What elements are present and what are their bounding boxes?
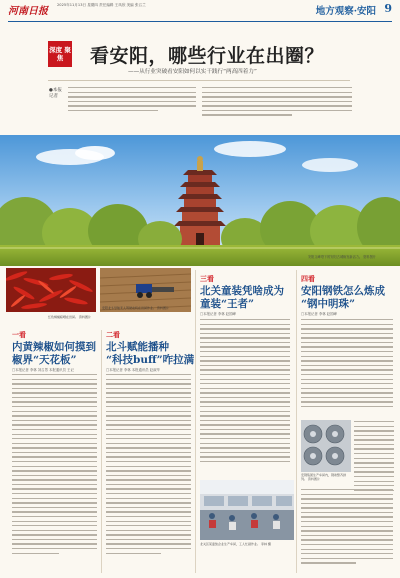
article-4-label: 四看: [301, 275, 315, 283]
article-2-body: [106, 373, 191, 573]
garment-workshop-image: [200, 480, 294, 540]
article-2-label: 二看: [106, 331, 120, 339]
column-rule: [101, 330, 102, 573]
article-3-body: [200, 318, 290, 476]
lead-text-left: [68, 86, 196, 133]
page-subheadline: ——从行业突破看安阳如何以实干践行“两高四着力”: [128, 69, 257, 75]
feature-tag: 深度 聚焦: [48, 41, 72, 67]
article-4-body-bottom: [301, 488, 393, 573]
garment-photo-caption: 北关区某童装企业生产车间，工人忙碌作业。 李林 摄: [200, 542, 271, 546]
article-2-header: [106, 330, 196, 366]
page-number: 9: [384, 2, 392, 15]
hero-photo: [0, 135, 400, 266]
article-4-header: [301, 274, 396, 310]
farm-photo-caption: 安阳北斗导航无人驾驶农机在田间作业。 资料图片: [102, 306, 169, 310]
steel-coil-image: [301, 420, 351, 472]
hero-photo-caption: 安阳文峰塔下的安阳古城焕发新活力。 资料图片: [308, 255, 376, 259]
headline-divider: [48, 80, 350, 81]
column-rule: [195, 270, 196, 573]
article-3-byline: □本报记者 李林 赵国峰: [200, 312, 236, 316]
issue-date-line: 2025年11月13日 星期四 责任编辑 王凤欣 美编 张召兰: [57, 3, 146, 7]
masthead: [0, 0, 400, 24]
text-lines: [106, 373, 191, 554]
pagoda-scene-image: [0, 135, 400, 266]
article-3-label: 三看: [200, 275, 214, 283]
text-lines: [68, 86, 196, 111]
newspaper-logo: 河南日报: [8, 6, 48, 17]
text-lines: [12, 373, 97, 554]
article-3-title: 北关童装凭啥成为 童装“王者”: [200, 285, 284, 310]
masthead-rule: [8, 21, 392, 22]
text-lines: [301, 488, 393, 564]
article-1-body: [12, 373, 97, 573]
article-3-header: [200, 274, 295, 310]
lead-reporter: ●本报记者: [49, 88, 62, 99]
section-title: 地方观察·安阳: [315, 6, 376, 17]
article-4-body-top: [301, 318, 393, 418]
column-rule: [296, 270, 297, 573]
text-lines: [200, 318, 290, 462]
chili-photo-caption: 红色辣椒晾晒在田间。 资料图片: [48, 315, 91, 319]
page-headline: 看安阳，哪些行业在出圈？: [90, 45, 325, 67]
garment-factory-photo: [200, 480, 294, 540]
article-2-byline: □本报记者 李林 本报通讯员 赵淑华: [106, 368, 160, 372]
text-lines: [202, 86, 352, 116]
steel-photo-caption: 安钢集团生产车间内，钢卷整齐排列。 资料图片: [301, 473, 347, 481]
article-4-title: 安阳钢铁怎么炼成 “钢中明珠”: [301, 285, 385, 310]
article-1-byline: □本报记者 李林 刘召男 本报通讯员 王记: [12, 368, 74, 372]
article-1-title: 内黄辣椒如何摸到 椒界“天花板”: [12, 341, 96, 366]
text-lines: [354, 420, 394, 491]
steel-coil-photo: [301, 420, 351, 472]
article-4-byline: □本报记者 李林 赵国峰: [301, 312, 337, 316]
lead-text-right: [202, 86, 352, 133]
article-1-label: 一看: [12, 331, 26, 339]
article-2-title: 北斗赋能播种 “科技buff”咋拉满: [106, 341, 195, 366]
article-1-header: [12, 330, 102, 366]
text-lines: [301, 318, 393, 407]
